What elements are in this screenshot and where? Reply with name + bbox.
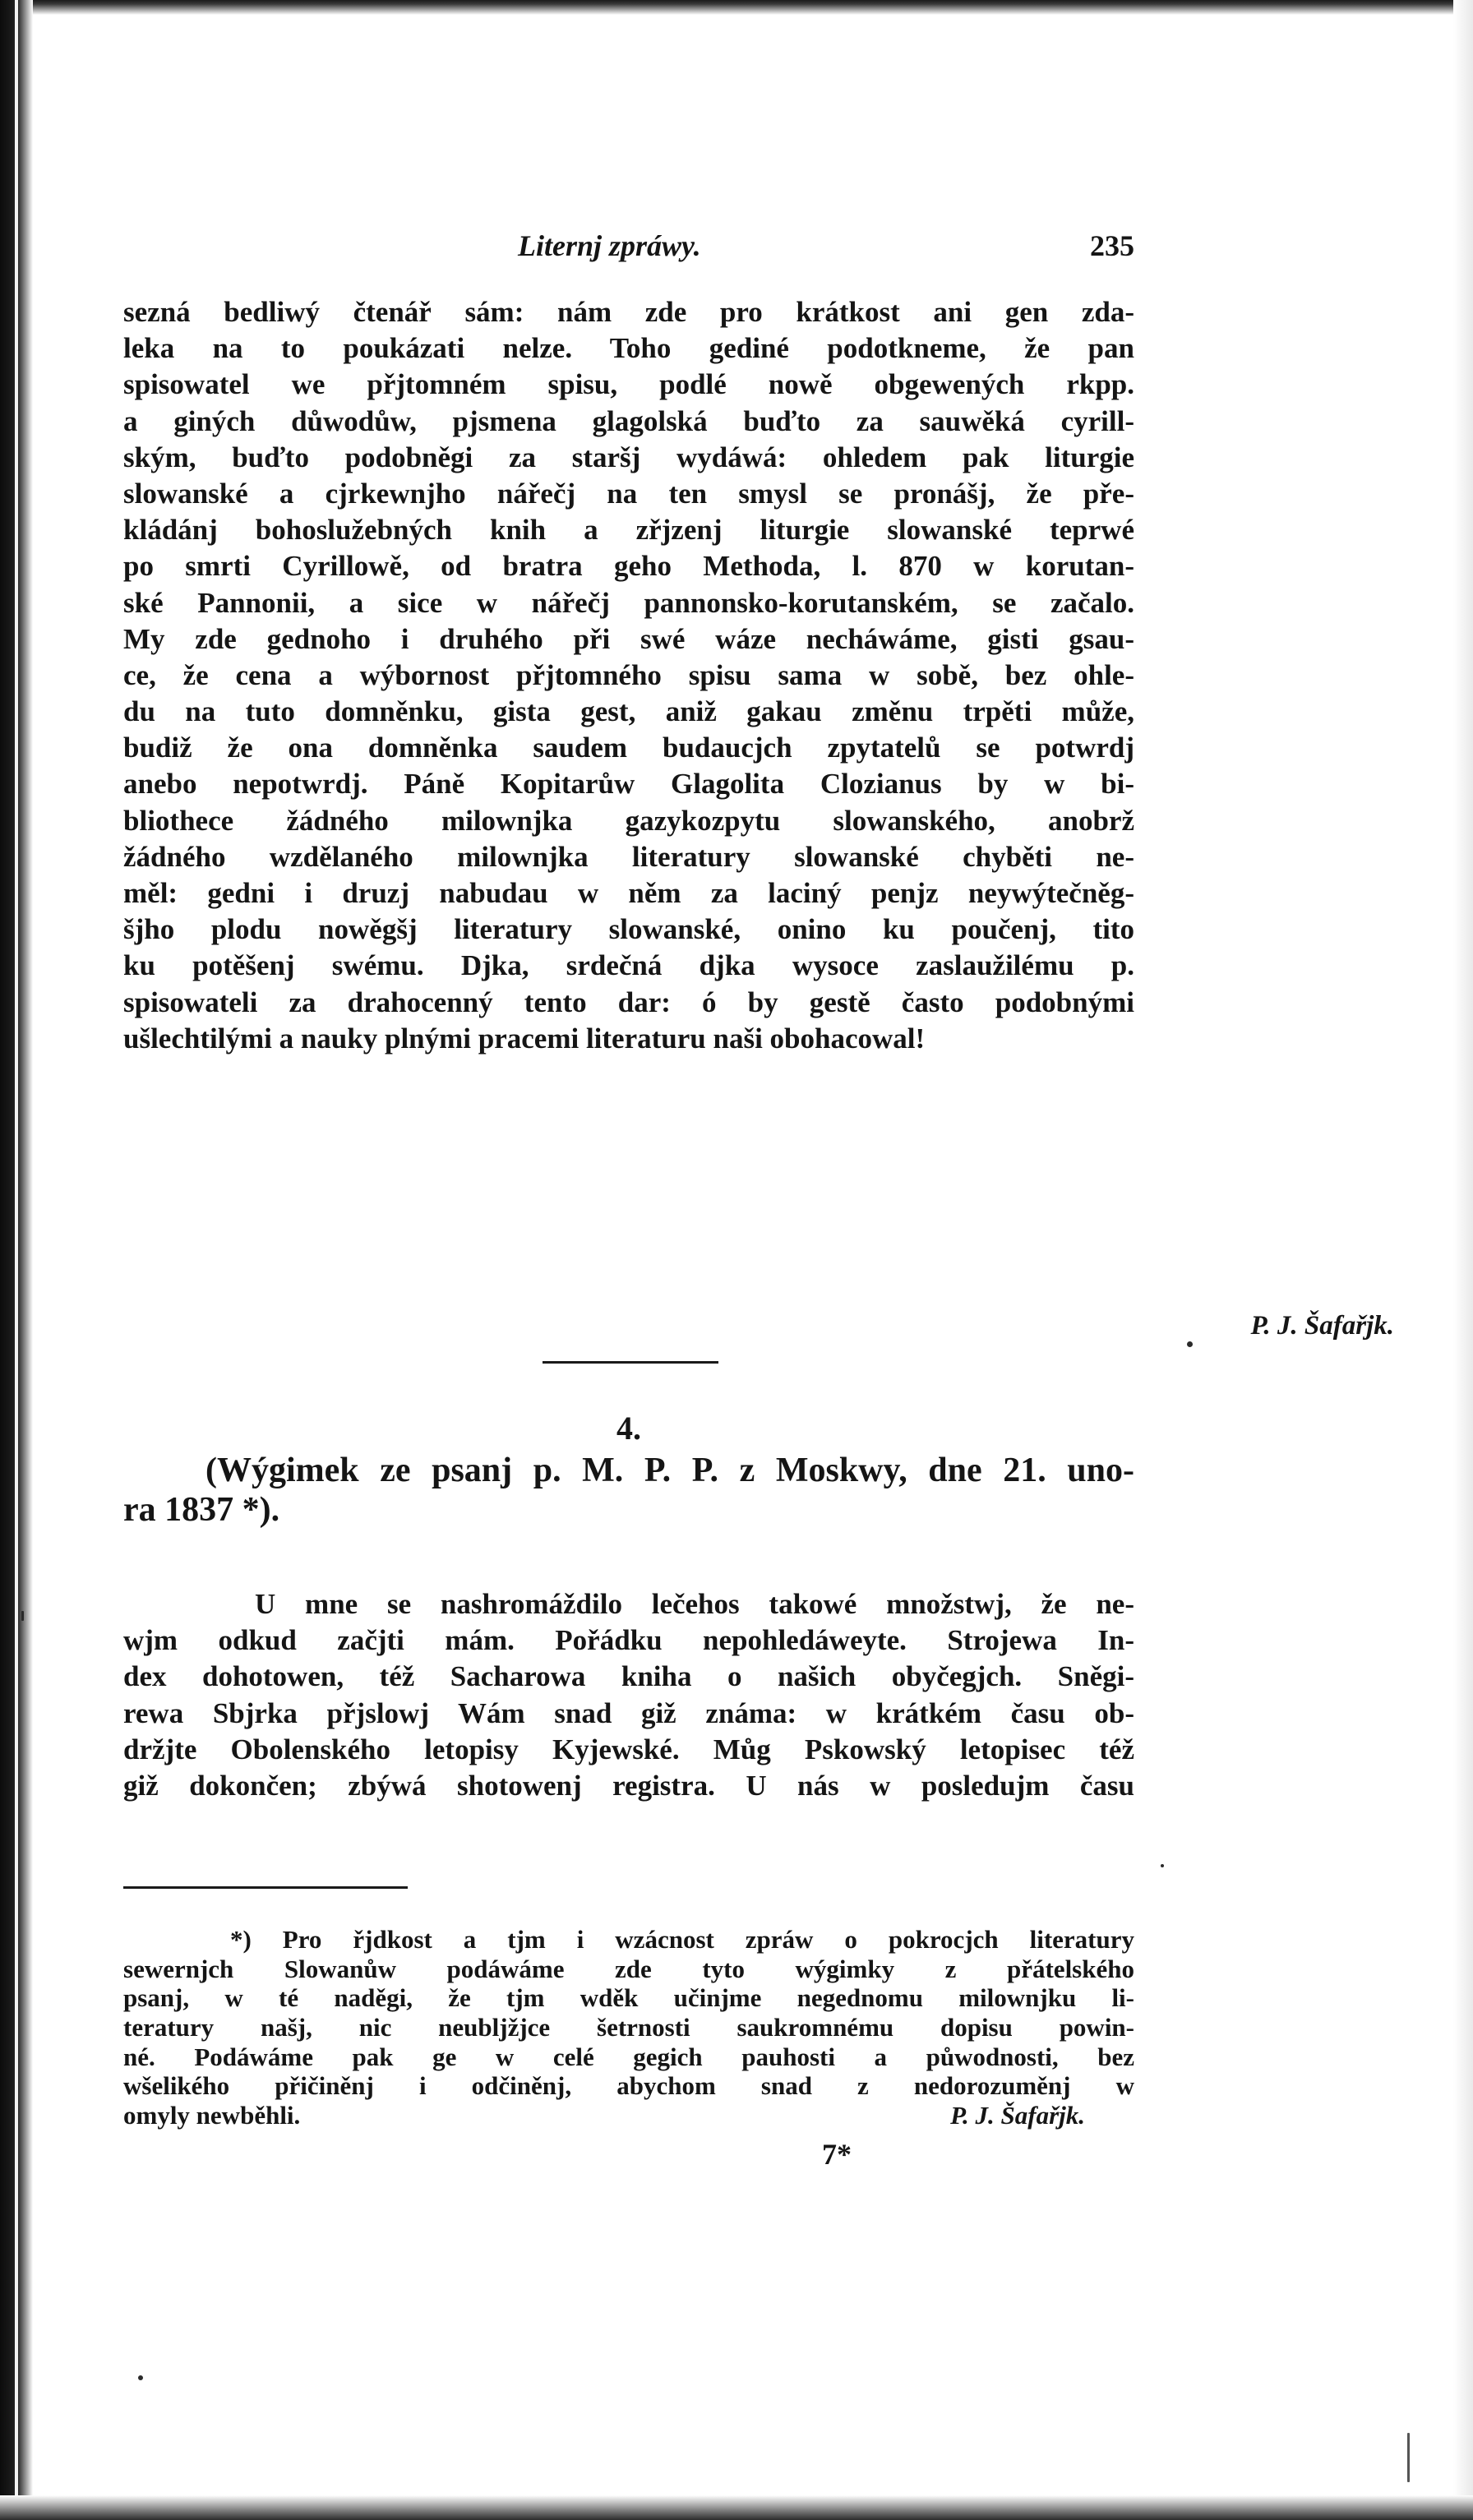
footnote-line: omyly newběhli. [123,2101,301,2130]
letter-text [123,1586,1134,1804]
text-line: ušlechtilými a nauky plnými pracemi literaturu naši obohacowal! [123,1022,926,1055]
review-text [123,294,1134,1057]
text-line: du na tuto domněnku, gista gest, aniž gakau změnu trpěti může, [123,695,1134,728]
text-line: My zde gednoho i druhého při swé wáze necháwáme, gisti gsau- [123,622,1134,655]
scan-top-edge [0,0,1473,15]
page-header [123,228,1134,270]
text-line: slowanské a cjrkewnjho nářečj na ten smysl se pronášj, že pře- [123,477,1134,510]
scan-speck [138,2375,143,2380]
scan-speck [21,1611,24,1621]
heading-line: (Wýgimek ze psanj p. M. P. P. z Moskwy, dne 21. uno- [205,1452,1134,1489]
footnote-line: teratury našj, nic neubljžjce šetrnosti saukromnému dopisu powin- [123,2013,1134,2042]
footnote-divider [123,1886,408,1889]
text-line: anebo nepotwrdj. Páně Kopitarůw Glagolita Clozianus by w bi- [123,768,1134,801]
text-line: sezná bedliwý čtenář sám: nám zde pro krátkost ani gen zda- [123,296,1134,328]
scan-speck [1187,1341,1193,1347]
footnote-line: wšelikého přičiněnj i odčiněnj, abychom snad z nedorozuměnj w [123,2071,1134,2101]
scan-left-edge [0,0,33,2520]
text-line: spisowateli za drahocenný tento dar: ó by gestě často podobnými [123,985,1134,1018]
text-line: U mne se nashromáždilo lečehos takowé množstwj, že ne- [255,1588,1134,1620]
section-divider [543,1361,718,1364]
text-line: kládánj bohoslužebných knih a zřjzenj liturgie slowanské teprwé [123,514,1134,547]
text-line: budiž že ona domněnka saudem budaucjch zpytatelů se potwrdj [123,732,1134,764]
section-heading [123,1451,1134,1530]
text-line: a giných důwodůw, pjsmena glagolská buďto za sauwěká cyrill- [123,404,1134,437]
footnote-line: *) Pro řjdkost a tjm i wzácnost zpráw o pokrocjch literatury [230,1925,1134,1954]
text-line: wjm odkud začjti mám. Pořádku nepohledáweyte. Strojewa In- [123,1624,1134,1657]
footnote-signature: P. J. Šafařjk. [950,2101,1085,2130]
footnote [123,1925,1134,2130]
review-signature: P. J. Šafařjk. [1250,1311,1394,1341]
footnote-last-line [123,2101,1134,2130]
scan-speck [1161,1864,1164,1867]
text-line: giž dokončen; zbýwá shotowenj registra. U nás w posledujm času [123,1769,1134,1802]
text-line: ku potěšenj swému. Djka, srdečná djka wysoce zaslaužilému p. [123,949,1134,982]
heading-line: ra 1837 *). [123,1491,280,1529]
text-line: leka na to poukázati nelze. Toho gediné podotkneme, že pan [123,332,1134,365]
text-line: po smrti Cyrillowě, od bratra geho Methoda, l. 870 w korutan- [123,550,1134,583]
text-line: dex dohotowen, též Sacharowa kniha o našich obyčegjch. Sněgi- [123,1660,1134,1693]
text-line: bliothece žádného milownjka gazykozpytu slowanského, anobrž [123,804,1134,837]
scan-right-edge [1453,0,1473,2520]
running-head: Liternj zpráwy. [518,229,701,262]
text-line: šjho plodu nowěgšj literatury slowanské, onino ku poučenj, tito [123,913,1134,946]
text-line: ce, že cena a wýbornost přjtomného spisu sama w sobě, bez ohle- [123,658,1134,691]
footnote-line: sewernjch Slowanůw podáwáme zde tyto wýgimky z přátelského [123,1954,1134,1983]
text-line: žádného wzdělaného milownjka literatury slowanské chyběti ne- [123,840,1134,873]
text-line: spisowatel we přjtomném spisu, podlé nowě obgewených rkpp. [123,368,1134,401]
scan-bottom-edge [0,2495,1473,2520]
text-line: ské Pannonii, a sice w nářečj pannonsko-korutanském, se začalo. [123,586,1134,619]
section-number: 4. [616,1410,641,1447]
signature-mark: 7* [822,2138,852,2171]
scan-speck [1407,2433,1410,2482]
page-number: 235 [1090,229,1134,262]
text-line: měl: gedni i druzj nabudau w něm za laciný penjz neywýtečněg- [123,877,1134,909]
footnote-line: né. Podáwáme pak ge w celé gegich pauhosti a půwodnosti, bez [123,2042,1134,2071]
text-line: rewa Sbjrka přjslowj Wám snad giž známa: w krátkém času ob- [123,1696,1134,1729]
text-line: ským, buďto podobněgi za staršj wydáwá: ohledem pak liturgie [123,441,1134,473]
footnote-line: psanj, w té naděgi, že tjm wděk učinjme negednomu milownjku li- [123,1983,1134,2013]
text-line: držjte Obolenského letopisy Kyjewské. Můg Pskowský letopisec též [123,1733,1134,1765]
